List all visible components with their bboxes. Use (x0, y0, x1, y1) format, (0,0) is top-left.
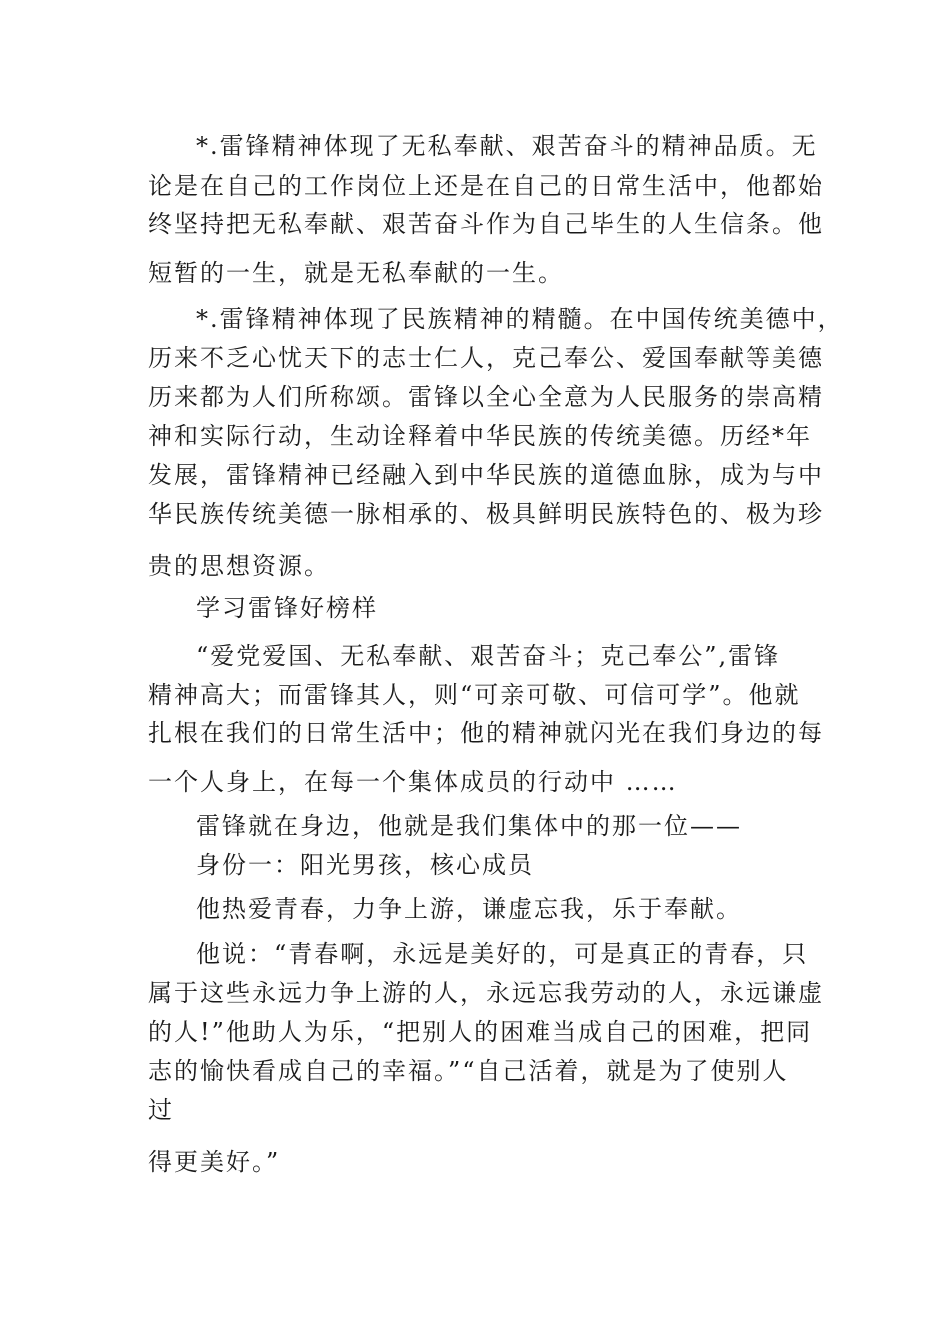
text-line: 历来都为人们所称颂。雷锋以全心全意为人民服务的崇高精 (148, 383, 824, 411)
text-line: 的人!”他助人为乐，“把别人的困难当成自己的困难，把同 (148, 1018, 813, 1046)
text-line: *.雷锋精神体现了民族精神的精髓。在中国传统美德中， (196, 305, 844, 333)
text-line: 论是在自己的工作岗位上还是在自己的日常生活中，他都始 (148, 172, 824, 200)
text-line: 他热爱青春，力争上游，谦虚忘我，乐于奉献。 (196, 895, 742, 923)
text-line: 发展，雷锋精神已经融入到中华民族的道德血脉，成为与中 (148, 461, 824, 489)
text-line: 贵的思想资源。 (148, 552, 330, 580)
text-line: 一个人身上，在每一个集体成员的行动中 …… (148, 768, 678, 796)
text-line: 过 (148, 1096, 174, 1124)
text-line: 华民族传统美德一脉相承的、极具鲜明民族特色的、极为珍 (148, 500, 824, 528)
text-line: 神和实际行动，生动诠释着中华民族的传统美德。历经*年 (148, 422, 812, 450)
text-line: 身份一：阳光男孩，核心成员 (196, 851, 534, 879)
text-line: 历来不乏心忧天下的志士仁人，克己奉公、爱国奉献等美德 (148, 344, 824, 372)
text-line: 他说：“青春啊，永远是美好的，可是真正的青春，只 (196, 940, 809, 968)
text-line: 短暂的一生，就是无私奉献的一生。 (148, 259, 564, 287)
text-line: 终坚持把无私奉献、艰苦奋斗作为自己毕生的人生信条。他 (148, 210, 824, 238)
text-line: 得更美好。” (148, 1148, 281, 1176)
text-line: 属于这些永远力争上游的人，永远忘我劳动的人，永远谦虚 (148, 979, 824, 1007)
text-line: 志的愉快看成自己的幸福。”“自己活着，就是为了使别人 (148, 1057, 789, 1085)
text-line: 精神高大；而雷锋其人，则“可亲可敬、可信可学”。他就 (148, 681, 801, 709)
text-line: *.雷锋精神体现了无私奉献、艰苦奋斗的精神品质。无 (196, 132, 818, 160)
text-line: “爱党爱国、无私奉献、艰苦奋斗；克己奉公”,雷锋 (196, 642, 781, 670)
text-line: 扎根在我们的日常生活中；他的精神就闪光在我们身边的每 (148, 719, 824, 747)
section-heading: 学习雷锋好榜样 (196, 594, 378, 622)
text-line: 雷锋就在身边，他就是我们集体中的那一位—— (196, 812, 742, 840)
